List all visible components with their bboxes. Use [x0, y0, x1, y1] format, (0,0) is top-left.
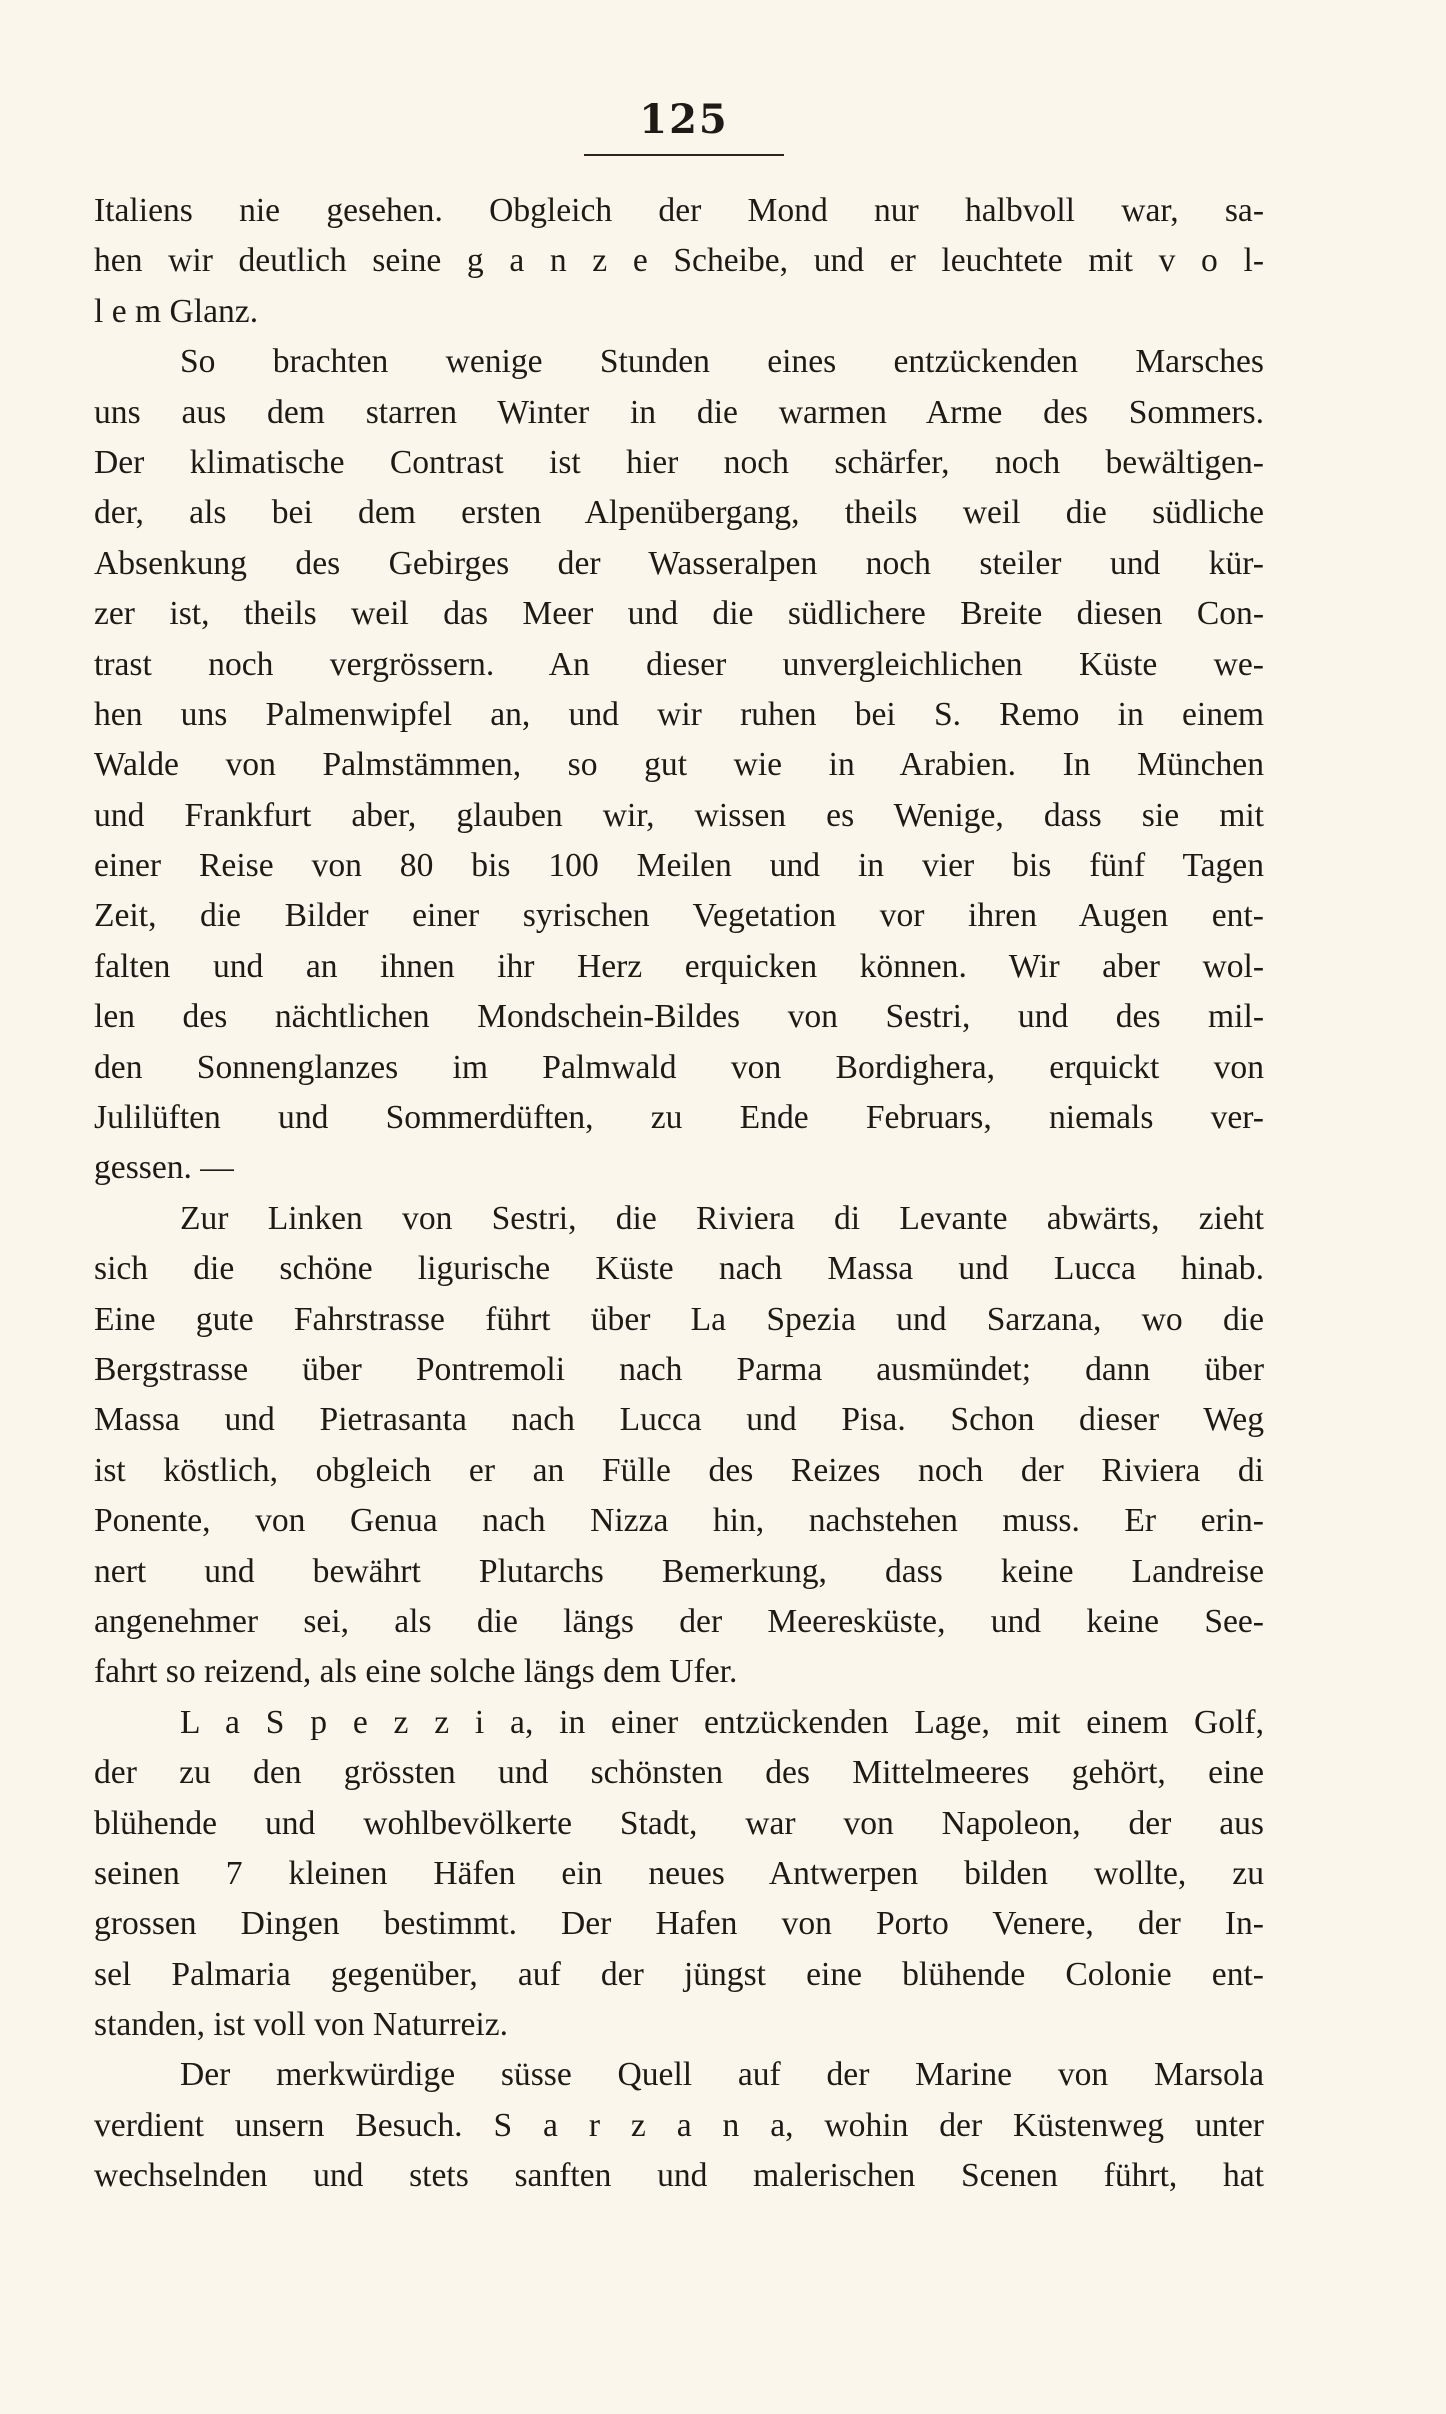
text-line: Ponente, von Genua nach Nizza hin, nachstehen muss. Er erin- [94, 1502, 1264, 1540]
text-line: fahrt so reizend, als eine solche längs dem Ufer. [94, 1653, 738, 1691]
text-line: sel Palmaria gegenüber, auf der jüngst eine blühende Colonie ent- [94, 1955, 1264, 1993]
text-line: Italiens nie gesehen. Obgleich der Mond nur halbvoll war, sa- [94, 192, 1264, 229]
text-line: sich die schöne ligurische Küste nach Massa und Lucca hinab. [94, 1250, 1264, 1288]
text-line: angenehmer sei, als die längs der Meeresküste, und keine See- [94, 1602, 1264, 1640]
text-line: zer ist, theils weil das Meer und die südlichere Breite diesen Con- [94, 595, 1264, 633]
page-number: 125 [639, 96, 729, 143]
text-line: und Frankfurt aber, glauben wir, wissen es Wenige, dass sie mit [94, 796, 1264, 834]
text-line: standen, ist voll von Naturreiz. [94, 2006, 509, 2044]
text-line: Massa und Pietrasanta nach Lucca und Pisa. Schon dieser Weg [94, 1401, 1264, 1439]
text-line: Julilüften und Sommerdüften, zu Ende Februars, niemals ver- [94, 1099, 1264, 1137]
text-line: der, als bei dem ersten Alpenübergang, theils weil die südliche [94, 494, 1264, 532]
body-text [94, 186, 1264, 2202]
text-line: l e m Glanz. [94, 292, 259, 330]
text-line: blühende und wohlbevölkerte Stadt, war von Napoleon, der aus [94, 1804, 1264, 1842]
text-line: nert und bewährt Plutarchs Bemerkung, dass keine Landreise [94, 1552, 1264, 1590]
text-line: Zur Linken von Sestri, die Riviera di Levante abwärts, zieht [180, 1199, 1264, 1237]
text-line: Der merkwürdige süsse Quell auf der Marine von Marsola [180, 2056, 1264, 2094]
text-line: trast noch vergrössern. An dieser unvergleichlichen Küste we- [94, 645, 1264, 683]
text-line: ist köstlich, obgleich er an Fülle des Reizes noch der Riviera di [94, 1451, 1264, 1489]
text-line: gessen. — [94, 1149, 234, 1187]
text-line: Absenkung des Gebirges der Wasseralpen noch steiler und kür- [94, 544, 1264, 582]
text-line: wechselnden und stets sanften und malerischen Scenen führt, hat [94, 2157, 1264, 2195]
text-line: uns aus dem starren Winter in die warmen Arme des Sommers. [94, 393, 1264, 431]
text-line: L a S p e z z i a, in einer entzückenden Lage, mit einem Golf, [180, 1703, 1264, 1741]
text-line: Eine gute Fahrstrasse führt über La Spezia und Sarzana, wo die [94, 1300, 1264, 1338]
header-rule [584, 154, 784, 156]
text-line: den Sonnenglanzes im Palmwald von Bordighera, erquickt von [94, 1048, 1264, 1086]
text-line: einer Reise von 80 bis 100 Meilen und in vier bis fünf Tagen [94, 847, 1264, 885]
text-line: Zeit, die Bilder einer syrischen Vegetation vor ihren Augen ent- [94, 897, 1264, 935]
text-line: len des nächtlichen Mondschein-Bildes von Sestri, und des mil- [94, 998, 1264, 1036]
text-line: grossen Dingen bestimmt. Der Hafen von Porto Venere, der In- [94, 1905, 1264, 1943]
text-line: Walde von Palmstämmen, so gut wie in Arabien. In München [94, 746, 1264, 784]
text-line: hen uns Palmenwipfel an, und wir ruhen bei S. Remo in einem [94, 695, 1264, 733]
text-line: So brachten wenige Stunden eines entzückenden Marsches [180, 343, 1264, 381]
text-line: seinen 7 kleinen Häfen ein neues Antwerpen bilden wollte, zu [94, 1854, 1264, 1892]
text-line: hen wir deutlich seine g a n z e Scheibe, und er leuchtete mit v o l- [94, 242, 1264, 280]
text-line: falten und an ihnen ihr Herz erquicken können. Wir aber wol- [94, 947, 1264, 985]
text-line: der zu den grössten und schönsten des Mittelmeeres gehört, eine [94, 1754, 1264, 1792]
text-line: Der klimatische Contrast ist hier noch schärfer, noch bewältigen- [94, 443, 1264, 481]
page-header [584, 96, 784, 156]
text-line: verdient unsern Besuch. S a r z a n a, wohin der Küstenweg unter [94, 2106, 1264, 2144]
text-line: Bergstrasse über Pontremoli nach Parma ausmündet; dann über [94, 1350, 1264, 1388]
